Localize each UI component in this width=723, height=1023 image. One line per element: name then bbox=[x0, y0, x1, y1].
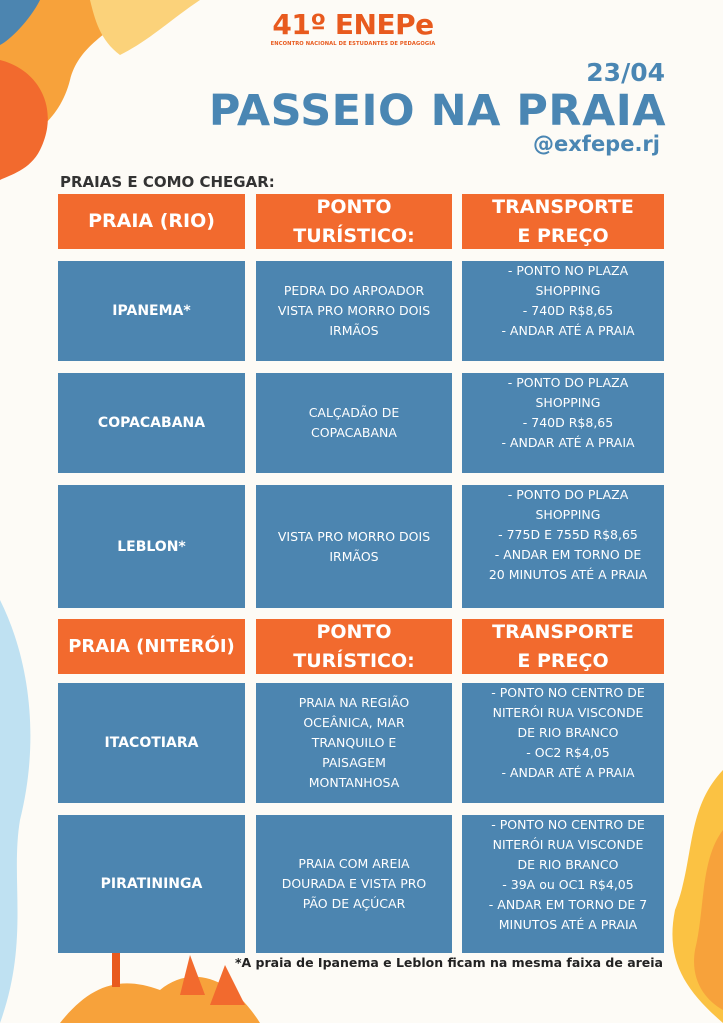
header-ponto-turistico-niteroi bbox=[256, 619, 452, 674]
text-line: COPACABANA bbox=[311, 425, 397, 440]
header-line: PONTO bbox=[316, 195, 392, 218]
text-line: IRMÃOS bbox=[329, 548, 379, 564]
beach-name-piratininga bbox=[58, 815, 245, 953]
tourist-spot-ipanema bbox=[256, 261, 452, 361]
text-line: - 740D R$8,65 bbox=[522, 303, 614, 318]
transport-ipanema bbox=[462, 261, 664, 361]
transport-copacabana bbox=[462, 373, 664, 473]
header-line: TURÍSTICO: bbox=[293, 649, 415, 672]
text-line: - 39A ou OC1 R$4,05 bbox=[502, 877, 634, 892]
text-line: - ANDAR EM TORNO DE 7 bbox=[488, 897, 648, 912]
header-praia-rio bbox=[58, 194, 245, 249]
text-line: MINUTOS ATÉ A PRAIA bbox=[498, 917, 638, 932]
text-line: PÃO DE AÇÚCAR bbox=[302, 896, 406, 911]
text-line: - PONTO NO CENTRO DE bbox=[491, 685, 645, 700]
logo-main: 41º ENEPe bbox=[272, 8, 434, 41]
text-line: OCEÂNICA, MAR bbox=[303, 715, 405, 730]
text-line: - ANDAR ATÉ A PRAIA bbox=[501, 765, 635, 780]
text-line: PEDRA DO ARPOADOR bbox=[283, 283, 425, 298]
social-handle: @exfepe.rj bbox=[533, 132, 660, 156]
logo-subtitle: ENCONTRO NACIONAL DE ESTUDANTES DE PEDAGOGIA bbox=[270, 41, 436, 47]
header-line: TURÍSTICO: bbox=[293, 224, 415, 247]
text-line: NITERÓI RUA VISCONDE bbox=[492, 705, 644, 720]
header-line: TRANSPORTE bbox=[492, 195, 634, 218]
text-line: - ANDAR EM TORNO DE bbox=[494, 547, 642, 562]
text-line: IRMÃOS bbox=[329, 323, 379, 338]
event-date: 23/04 bbox=[586, 58, 665, 87]
beach-name-leblon bbox=[58, 485, 245, 608]
decoration-top-left bbox=[0, 0, 200, 190]
text-line: MONTANHOSA bbox=[308, 775, 400, 790]
transport-piratininga bbox=[462, 815, 664, 953]
text-line: - ANDAR ATÉ A PRAIA bbox=[501, 435, 635, 450]
tourist-spot-leblon bbox=[256, 485, 452, 608]
text-line: - PONTO DO PLAZA bbox=[507, 375, 629, 390]
decoration-right-sun bbox=[665, 770, 723, 1023]
text-line: DOURADA E VISTA PRO bbox=[281, 876, 427, 891]
text-line: - OC2 R$4,05 bbox=[526, 745, 610, 760]
text-line: - 775D E 755D R$8,65 bbox=[498, 527, 638, 542]
header-line: PONTO bbox=[316, 620, 392, 643]
header-praia-rio-label: PRAIA (RIO) bbox=[88, 210, 215, 232]
beach-name-ipanema bbox=[58, 261, 245, 361]
text-line: - PONTO NO CENTRO DE bbox=[491, 817, 645, 832]
footnote: *A praia de Ipanema e Leblon ficam na mesma faixa de areia bbox=[234, 955, 663, 970]
section-label: PRAIAS E COMO CHEGAR: bbox=[60, 173, 275, 191]
text-line: TRANQUILO E bbox=[311, 735, 397, 750]
text-line: DE RIO BRANCO bbox=[517, 857, 619, 872]
page-title: PASSEIO NA PRAIA bbox=[208, 86, 666, 136]
text-line: VISTA PRO MORRO DOIS bbox=[277, 528, 431, 544]
text-line: - ANDAR ATÉ A PRAIA bbox=[501, 323, 635, 338]
beach-name: ITACOTIARA bbox=[104, 735, 199, 751]
beach-name: COPACABANA bbox=[97, 415, 206, 431]
decoration-left-waves bbox=[0, 600, 60, 1023]
text-line: SHOPPING bbox=[535, 395, 601, 410]
text-line: VISTA PRO MORRO DOIS bbox=[277, 303, 431, 318]
text-line: - 740D R$8,65 bbox=[522, 415, 614, 430]
header-line: TRANSPORTE bbox=[492, 620, 634, 643]
beach-name: PIRATININGA bbox=[100, 876, 203, 892]
header-line: E PREÇO bbox=[517, 649, 609, 672]
text-line: DE RIO BRANCO bbox=[517, 725, 619, 740]
text-line: CALÇADÃO DE bbox=[308, 405, 400, 420]
text-line: SHOPPING bbox=[535, 507, 601, 522]
tourist-spot-itacotiara bbox=[256, 683, 452, 803]
header-praia-niteroi-label: PRAIA (NITERÓI) bbox=[68, 636, 235, 657]
text-line: - PONTO DO PLAZA bbox=[507, 487, 629, 502]
text-line: - PONTO NO PLAZA bbox=[507, 263, 629, 278]
header-ponto-turistico bbox=[256, 194, 452, 249]
text-line: SHOPPING bbox=[535, 283, 601, 298]
beach-name-copacabana bbox=[58, 373, 245, 473]
beach-name: LEBLON* bbox=[117, 538, 186, 555]
header-line: E PREÇO bbox=[517, 224, 609, 247]
beach-name-itacotiara bbox=[58, 683, 245, 803]
beach-name: IPANEMA* bbox=[112, 303, 191, 319]
tourist-spot-copacabana bbox=[256, 373, 452, 473]
header-transporte-preco bbox=[462, 194, 664, 249]
header-transporte-preco-niteroi bbox=[462, 619, 664, 674]
header-praia-niteroi bbox=[58, 619, 245, 674]
tourist-spot-piratininga bbox=[256, 815, 452, 953]
logo bbox=[268, 10, 438, 47]
text-line: PAISAGEM bbox=[322, 755, 386, 770]
transport-itacotiara bbox=[462, 683, 664, 803]
text-line: 20 MINUTOS ATÉ A PRAIA bbox=[488, 567, 648, 582]
text-line: NITERÓI RUA VISCONDE bbox=[492, 837, 644, 852]
text-line: PRAIA NA REGIÃO bbox=[298, 695, 410, 710]
text-line: PRAIA COM AREIA bbox=[298, 856, 410, 871]
transport-leblon bbox=[462, 485, 664, 608]
